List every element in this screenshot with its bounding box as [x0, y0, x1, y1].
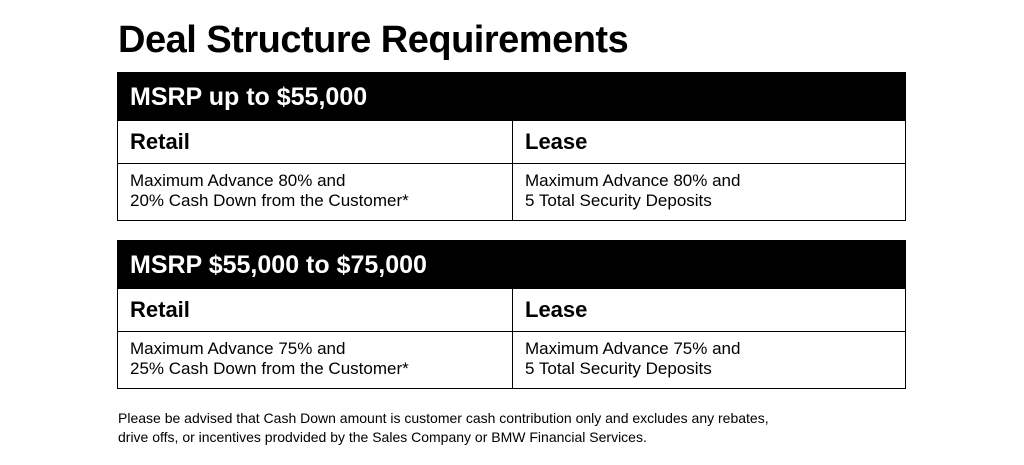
column-header-row	[118, 289, 905, 331]
retail-requirements	[118, 332, 513, 388]
retail-requirements	[118, 164, 513, 220]
tier-header: MSRP $55,000 to $75,000	[118, 241, 905, 289]
lease-requirements	[513, 164, 905, 220]
page-title: Deal Structure Requirements	[118, 19, 629, 61]
retail-column-header: Retail	[118, 289, 513, 331]
retail-requirement-line: 25% Cash Down from the Customer*	[130, 359, 409, 378]
retail-requirement-line: Maximum Advance 75% and	[130, 339, 346, 358]
disclaimer	[118, 409, 769, 447]
retail-requirement-line: Maximum Advance 80% and	[130, 171, 346, 190]
column-header-row	[118, 121, 905, 163]
lease-requirements	[513, 332, 905, 388]
lease-requirement-line: Maximum Advance 80% and	[525, 171, 741, 190]
lease-requirement-line: 5 Total Security Deposits	[525, 191, 712, 210]
requirements-row	[118, 163, 905, 220]
disclaimer-line: Please be advised that Cash Down amount is customer cash contribution only and excludes any rebates,	[118, 410, 769, 426]
retail-column-header: Retail	[118, 121, 513, 163]
requirements-row	[118, 331, 905, 388]
lease-column-header: Lease	[525, 129, 588, 154]
deal-table-tier-1	[117, 72, 906, 221]
retail-requirement-line: 20% Cash Down from the Customer*	[130, 191, 409, 210]
lease-requirement-line: 5 Total Security Deposits	[525, 359, 712, 378]
lease-column-header: Lease	[525, 297, 588, 322]
tier-header: MSRP up to $55,000	[118, 73, 905, 121]
deal-table-tier-2	[117, 240, 906, 389]
lease-requirement-line: Maximum Advance 75% and	[525, 339, 741, 358]
disclaimer-line: drive offs, or incentives prodvided by the Sales Company or BMW Financial Services.	[118, 429, 647, 445]
